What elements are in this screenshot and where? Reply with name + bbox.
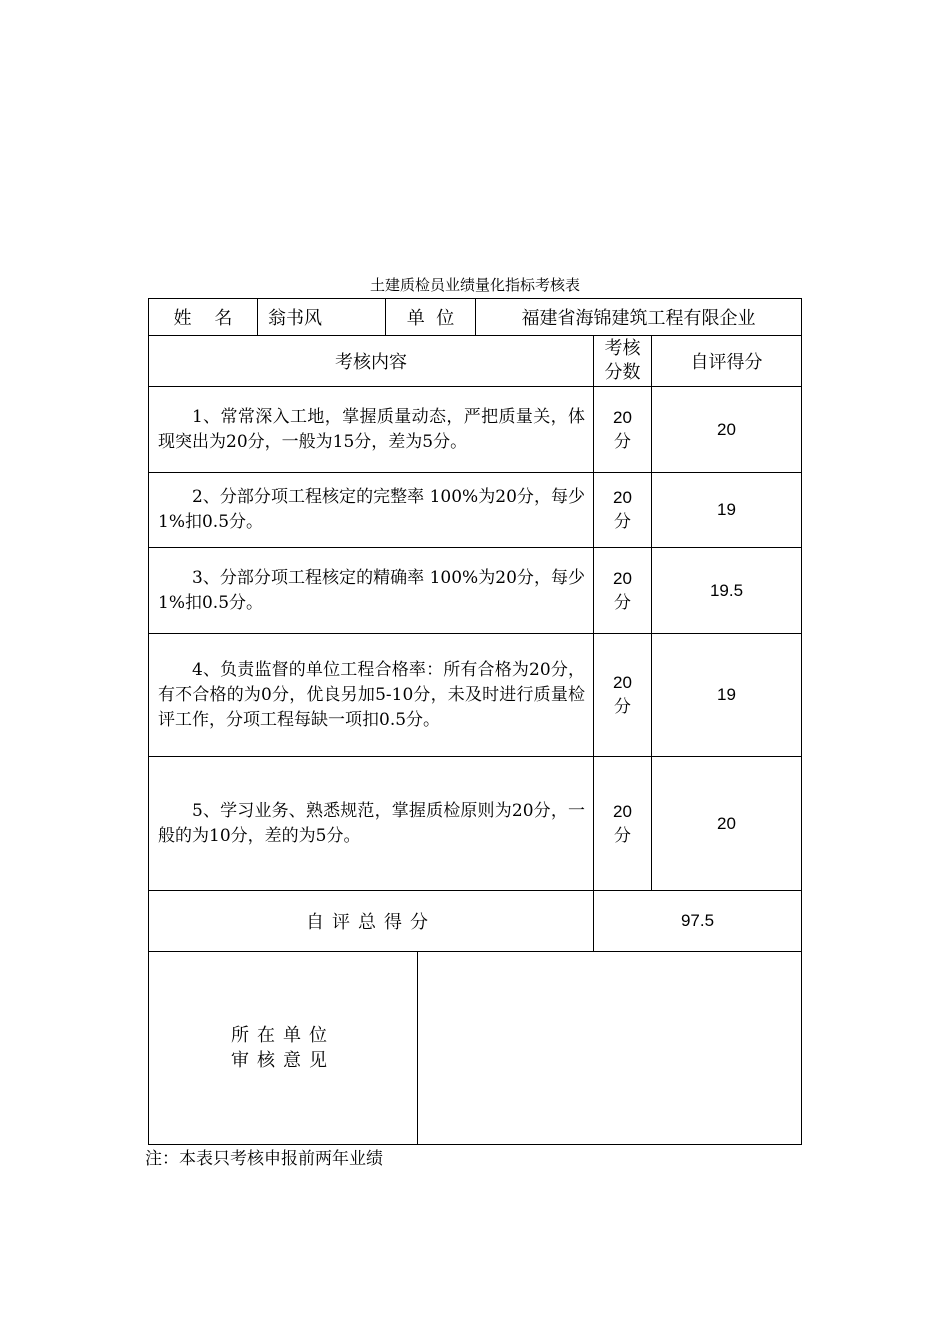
row-3-score-cell	[593, 547, 652, 634]
row-5-content: 5、学习业务、熟悉规范，掌握质检原则为20分，一般的为10分，差的为5分。	[158, 800, 585, 846]
row-4-content: 4、负责监督的单位工程合格率：所有合格为20分，有不合格的为0分，优良另加5-10分，未及时进行质量检评工作，分项工程每缺一项扣0.5分。	[158, 659, 585, 730]
row-1-score-num: 20	[613, 407, 632, 427]
review-label-cell	[148, 951, 418, 1145]
row-5-score-cell	[593, 756, 652, 891]
name-label: 姓 名	[173, 308, 233, 329]
row-4-self-cell	[651, 633, 802, 757]
review-opinion-cell[interactable]	[417, 951, 802, 1145]
review-label-line2: 审核意见	[231, 1050, 335, 1071]
review-label-line1: 所在单位	[231, 1025, 335, 1046]
form-title: 土建质检员业绩量化指标考核表	[369, 276, 580, 294]
row-5-self-cell	[651, 756, 802, 891]
total-label-cell	[148, 890, 594, 952]
row-5-content-cell	[148, 756, 594, 891]
total-value-cell	[593, 890, 802, 952]
unit-value-cell	[475, 298, 802, 336]
row-2-self-cell	[651, 472, 802, 548]
row-1-score-unit: 分	[614, 431, 631, 452]
row-3-content-cell	[148, 547, 594, 634]
self-header: 自评得分	[690, 352, 763, 373]
row-2-self-score: 19	[717, 500, 736, 519]
unit-label: 单 位	[406, 308, 455, 329]
content-header: 考核内容	[335, 352, 407, 373]
row-3-score-unit: 分	[614, 592, 631, 613]
row-4-score-unit: 分	[614, 697, 631, 717]
row-4-content-cell	[148, 633, 594, 757]
total-label: 自评总得分	[306, 912, 436, 933]
row-2-content-cell	[148, 472, 594, 548]
content-header-cell	[148, 335, 594, 387]
row-3-self-cell	[651, 547, 802, 634]
unit-label-cell	[385, 298, 476, 336]
row-5-score-num: 20	[613, 801, 632, 821]
score-header-cell	[593, 335, 652, 387]
unit-value: 福建省海锦建筑工程有限企业	[521, 308, 756, 329]
row-2-score-unit: 分	[614, 512, 631, 532]
row-1-self-cell	[651, 386, 802, 473]
row-4-self-score: 19	[717, 685, 736, 704]
row-2-score-num: 20	[613, 488, 632, 507]
score-header-line1: 考核	[604, 338, 641, 359]
row-3-content: 3、分部分项工程核定的精确率 100%为20分，每少1%扣0.5分。	[158, 567, 585, 613]
name-value-cell	[257, 298, 386, 336]
footnote: 注：本表只考核申报前两年业绩	[145, 1149, 383, 1169]
row-5-self-score: 20	[717, 813, 736, 833]
row-3-score-num: 20	[613, 568, 632, 588]
self-header-cell	[651, 335, 802, 387]
row-1-content: 1、常常深入工地，掌握质量动态，严把质量关，体现突出为20分，一般为15分，差为5分。	[158, 406, 585, 452]
name-label-cell	[148, 298, 258, 336]
score-header-line2: 分数	[604, 362, 641, 383]
row-3-self-score: 19.5	[709, 580, 744, 600]
total-value: 97.5	[680, 911, 715, 930]
row-2-score-cell	[593, 472, 652, 548]
row-1-content-cell	[148, 386, 594, 473]
row-2-content: 2、分部分项工程核定的完整率 100%为20分，每少1%扣0.5分。	[158, 487, 585, 532]
row-5-score-unit: 分	[614, 825, 631, 846]
row-4-score-cell	[593, 633, 652, 757]
row-1-score-cell	[593, 386, 652, 473]
name-value: 翁书风	[268, 308, 322, 329]
row-4-score-num: 20	[613, 673, 632, 692]
row-1-self-score: 20	[717, 419, 736, 439]
